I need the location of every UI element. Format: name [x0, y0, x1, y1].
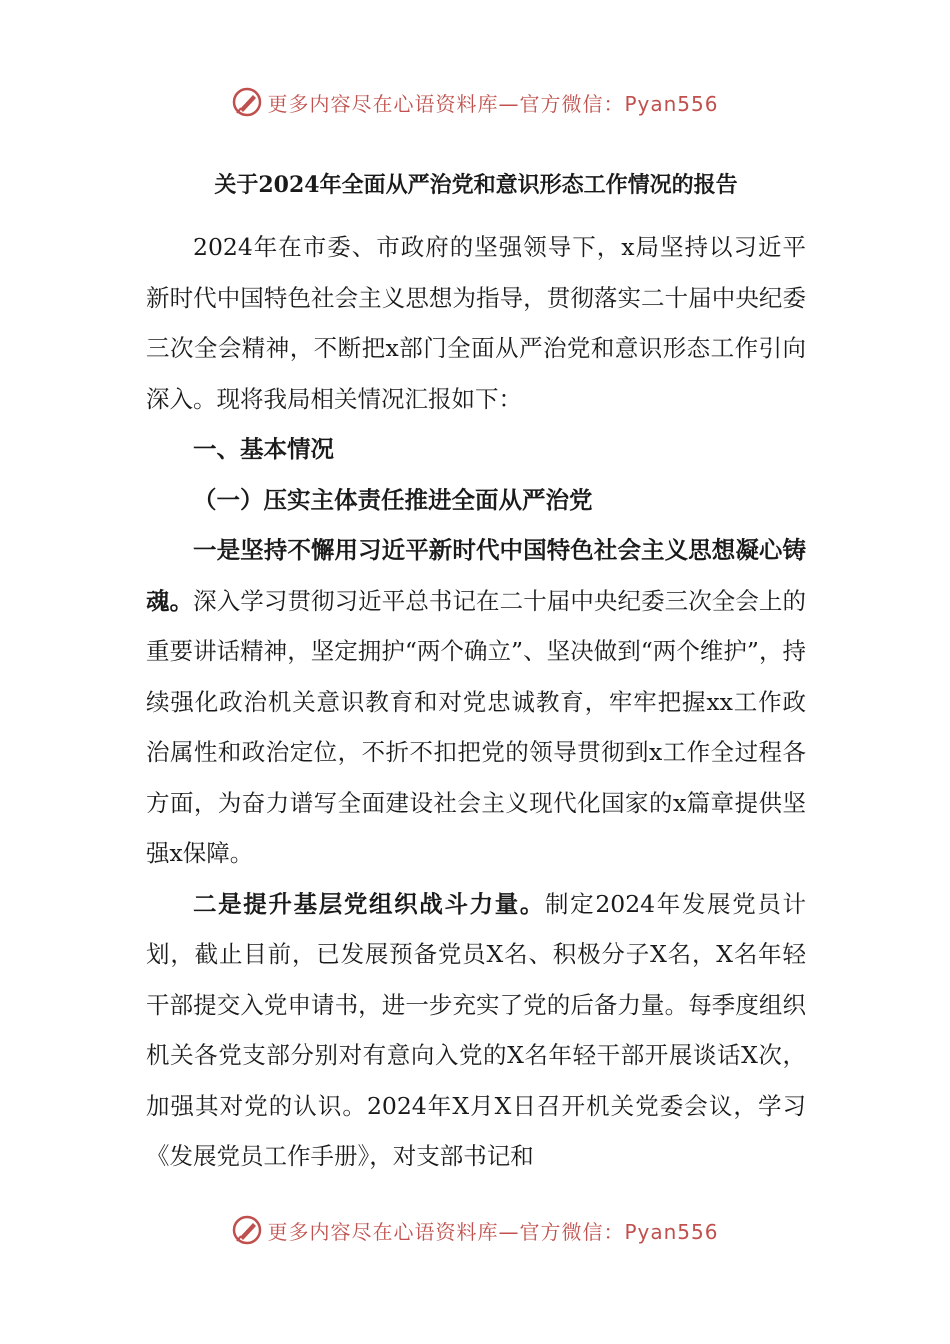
pen-logo-icon: [231, 86, 263, 118]
paragraph-1-lead: 一是坚持不懈用习近平新时代中国特色社会主义思想凝心铸魂。: [146, 536, 806, 615]
pen-logo-icon: [231, 1214, 263, 1246]
document-body: [146, 168, 806, 1182]
footer-watermark-banner: [0, 1210, 950, 1250]
watermark-text: 更多内容尽在心语资料库—官方微信：Pyan556: [267, 1219, 719, 1244]
document-title: 关于2024年全面从严治党和意识形态工作情况的报告: [214, 172, 738, 198]
intro-paragraph: 2024年在市委、市政府的坚强领导下，x局坚持以习近平新时代中国特色社会主义思想为指导，贯彻落实二十届中央纪委三次全会精神，不断把x部门全面从严治党和意识形态工作引向深入。现将我局相关情况汇报如下：: [146, 233, 806, 413]
section-heading: 一、基本情况: [193, 435, 334, 463]
header-watermark-banner: [0, 82, 950, 122]
paragraph-2: [146, 879, 806, 1182]
paragraph-1: [146, 525, 806, 879]
paragraph-2-body: 制定2024年发展党员计划，截止目前，已发展预备党员X名、积极分子X名，X名年轻干部提交入党申请书，进一步充实了党的后备力量。每季度组织机关各党支部分别对有意向入党的X名年轻干部开展谈话X次，加强其对党的认识。2024年X月X日召开机关党委会议，学习《发展党员工作手册》，对支部书记和: [146, 889, 806, 1170]
paragraph-1-body: 深入学习贯彻习近平总书记在二十届中央纪委三次全会上的重要讲话精神，坚定拥护“两个确立”、坚决做到“两个维护”，持续强化政治机关意识教育和对党忠诚教育，牢牢把握xx工作政治属性和政治定位，不折不扣把党的领导贯彻到x工作全过程各方面，为奋力谱写全面建设社会主义现代化国家的x篇章提供坚强x保障。: [146, 586, 807, 867]
subsection-heading: （一）压实主体责任推进全面从严治党: [193, 485, 593, 514]
watermark-text: 更多内容尽在心语资料库—官方微信：Pyan556: [267, 91, 719, 116]
paragraph-2-lead: 二是提升基层党组织战斗力量。: [193, 889, 546, 918]
